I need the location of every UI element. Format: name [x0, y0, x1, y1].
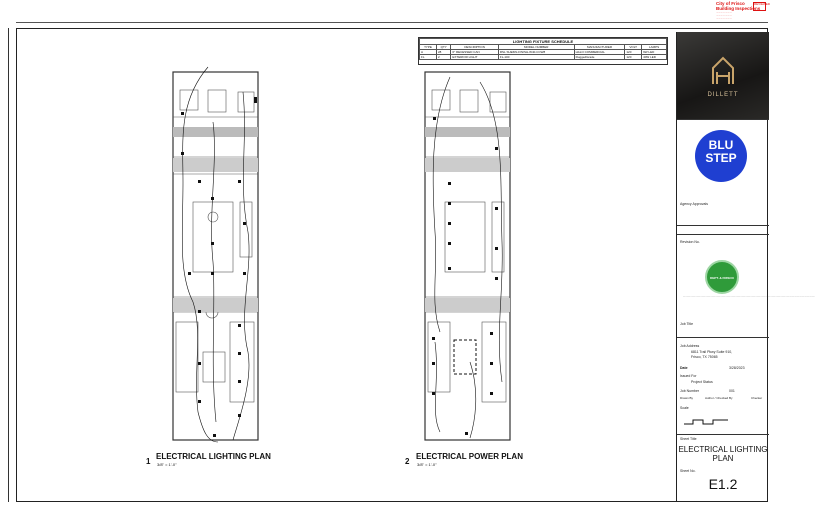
project-status: Project Status [691, 380, 713, 384]
dillett-logo-text: DILLETT [707, 92, 739, 98]
checker-value: Checker [751, 396, 763, 400]
stamp-line1: City of Frisco [716, 1, 745, 6]
schedule-cell: 40W LED [642, 55, 667, 60]
plan2-number: 2 [405, 457, 410, 466]
approval-seal [705, 260, 739, 294]
stamp-line2: Building Inspections [716, 5, 761, 11]
approval-stamp: City of Frisco Building Inspections ....................... ....................... ....................... REVIEWED [716, 1, 771, 20]
schedule-header: VOLT [625, 45, 642, 50]
issued-for-label: Issued For [680, 374, 697, 378]
sheet-frame [16, 28, 815, 502]
schedule-cell: 2 [437, 55, 451, 60]
job-number-label: Job Number [680, 389, 700, 393]
schedule-title: LIGHTING FIXTURE SCHEDULE [420, 39, 667, 45]
drawn-by-value: Author / Checked By [705, 396, 733, 400]
blustep-line1: BLU [708, 138, 734, 152]
date-label: Date [680, 366, 688, 370]
plan1-title: ELECTRICAL LIGHTING PLAN [156, 452, 271, 461]
plan1-scale: 3/8" = 1'-0" [157, 462, 177, 467]
schedule-header: MANUFACTURER [574, 45, 625, 50]
job-address-label: Job Address [680, 344, 700, 348]
schedule-cell: 9W LED [642, 50, 667, 55]
sheet-no-label: Sheet No. [680, 469, 696, 473]
sheet-title: ELECTRICAL LIGHTING PLAN [678, 445, 768, 463]
schedule-cell: 120 [625, 50, 642, 55]
agency-approvals-label: Agency Approvals [680, 202, 709, 206]
schedule-cell: HALO COMMERCIAL [574, 50, 625, 55]
schedule-cell: RSL SUE6IN-FINISH-W40-CCW8 [498, 50, 574, 55]
job-number-value: 001 [729, 389, 735, 393]
schedule-cell: FL-100 [498, 55, 574, 60]
stamp-box: REVIEWED [753, 2, 766, 11]
seal-fine-print: .............................................................................................................................................................................................................................................. [683, 296, 815, 298]
plan1-number: 1 [146, 457, 151, 466]
schedule-header: TYPE [420, 45, 437, 50]
address-line1: 6811 Trail Pkwy Suite 910, [691, 350, 733, 354]
schedule-header: MODEL NUMBER [498, 45, 574, 50]
date-value: 3/28/2023 [729, 366, 745, 370]
table-row [420, 50, 667, 55]
schedule-header: DESCRIPTION [451, 45, 498, 50]
schedule-cell: 6" RECESSED CAN [451, 50, 498, 55]
schedule-cell: 28 [437, 50, 451, 55]
plan2-scale: 3/8" = 1'-0" [417, 462, 437, 467]
title-block [676, 32, 815, 502]
lighting-fixture-schedule [418, 37, 668, 65]
dillett-logo [677, 32, 769, 120]
schedule-header: LAMPS [642, 45, 667, 50]
sheet-title-label: Sheet Title [680, 437, 697, 441]
blustep-line2: STEP [705, 151, 737, 165]
power-plan-drawing [420, 62, 520, 442]
lighting-plan-drawing [168, 62, 268, 442]
left-border-line [8, 28, 9, 502]
schedule-cell: RuggedGrade [574, 55, 625, 60]
top-border-line [16, 22, 768, 23]
job-title-label: Job Title [680, 322, 694, 326]
dillett-monogram-icon [677, 32, 769, 120]
drawn-by-label: Drawn By [680, 396, 694, 400]
schedule-cell: FL [420, 55, 437, 60]
schedule-cell: 120 [625, 55, 642, 60]
schedule-cell: A [420, 50, 437, 55]
table-row [420, 55, 667, 60]
scale-bar-icon [683, 418, 733, 426]
schedule-cell: EXTERIOR LIGHT [451, 55, 498, 60]
revision-label: Revision No. [680, 240, 700, 244]
sheet-number: E1.2 [708, 476, 738, 492]
address-line2: Frisco, TX 75065 [691, 355, 718, 359]
schedule-header: QTY [437, 45, 451, 50]
scale-label: Scale [680, 406, 689, 410]
blustep-logo [677, 120, 769, 226]
seal-text: DEPT. & FRISCO [710, 276, 734, 280]
plan2-title: ELECTRICAL POWER PLAN [416, 452, 523, 461]
